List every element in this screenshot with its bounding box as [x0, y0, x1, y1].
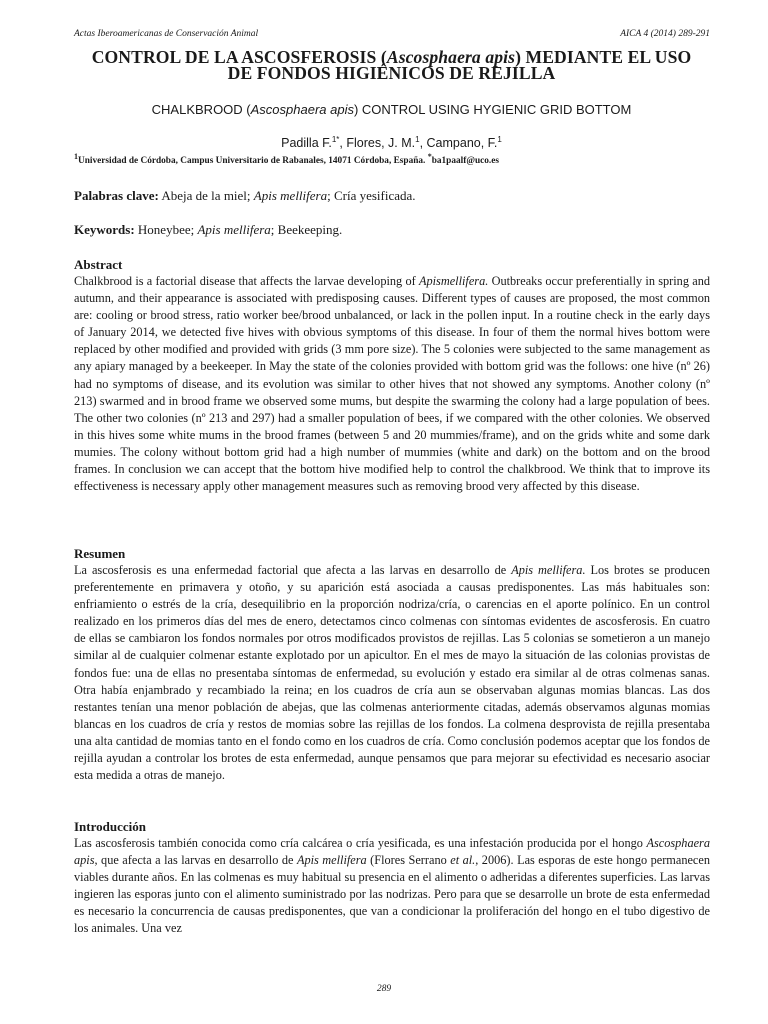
running-header [74, 29, 710, 39]
resumen-body: La ascosferosis es una enfermedad factorial que afecta a las larvas en desarrollo de Apis mellifera. Los brotes se producen preferentemente en primavera y otoño, y su aparición está asociada a causas predisponentes. Las más habituales son: enfriamiento o estrés de la cría, desequilibrio en la proporción nodriza/cría, o carencias en el aporte polínico. En un control realizado en los primeros días del mes de enero, detectamos cinco colmenas con síntomas evidentes de ascosferosis. En cuatro de ellas se cambiaron los fondos normales por otros modificados provistos de rejillas. Las 5 colonias se sometieron a un manejo similar al de cualquier colmenar estante explotado por un apicultor. En el mes de mayo la situación de las colonias provistas de fondos fue: una de ellas no presentaba síntomas de enfermedad, su evolución y estado era similar al de otras colmenas sanas. Otra había enjambrado y recambiado la reina; en los cuadros de cría aun se observaban algunas momias blancas. Las dos restantes tenían una menor población de abejas, que las colmenas anteriormente citadas, además observamos algunas momias blancas en los cuadros de cría y restos de momias sobre las rejillas de los fondos. La colmena desprovista de rejilla presentaba una alta cantidad de momias tanto en el fondo como en los cuadros de cría. Como conclusión podemos aceptar que los fondos de rejilla ayudan a controlar los brotes de esta enfermedad, aunque pensamos que para mejorar su efectividad es necesario asociar esta medida a otras de manejo. [74, 563, 710, 783]
subtitle-species: Ascosphaera apis [250, 102, 354, 117]
keywords-spanish: Palabras clave: Abeja de la miel; Apis mellifera; Cría yesificada. [74, 188, 416, 203]
keywords-label: Palabras clave: [74, 188, 159, 203]
title-species: Ascosphaera apis [386, 47, 516, 67]
paper-title: CONTROL DE LA ASCOSFEROSIS (Ascosphaera apis) MEDIANTE EL USO DE FONDOS HIGIÉNICOS DE REJILLA [91, 47, 692, 83]
introduction-section [74, 819, 710, 938]
abstract-body: Chalkbrood is a factorial disease that affects the larvae developing of Apismellifera. Outbreaks occur preferentially in spring and autumn, and their appearance is associated with predisposing causes. Different types of causes are proposed, the most common are: cooling or brood stress, ratio worker bee/brood unbalanced, or lack in the pollen input. In a routine check in the early days of January 2014, we detected five hives with obvious symptoms of this disease. In four of them the normal hives bottom were replaced by other modified and provided with grids (3 mm pore size). The 5 colonies were subjected to the same management as any apiary managed by a beekeeper. In May the state of the colonies provided with bottom grid was the follows: one hive (nº 26) had no symptoms of disease, and its evolution was similar to other hives that not showed any symptoms. Another colony (nº 213) swarmed and in brood frame we observed some mums, but despite the swarming the colony had a large population of bees. The other two colonies (nº 213 and 297) had a smaller population of bees, if we compared with the other colonies. We observed in this hives some white mums in the brood frames (between 5 and 20 mummies/frame), and on the grids white and some dark mumies. The colony without bottom grid had a high number of mummies (white and dark) on the bottom and on the brood frames. In conclusion we can accept that the bottom hive modified help to control the chalkbrood. We think that to improve its effectiveness is necessary apply other management measures such as removing brood very affected by this disease. [74, 274, 710, 494]
author-name: , Campano, F. [419, 136, 498, 150]
author-name: , Flores, J. M. [339, 136, 416, 150]
page-number: 289 [376, 984, 392, 994]
keywords-label: Keywords: [74, 222, 135, 237]
section-heading: Abstract [74, 257, 123, 272]
author-list: Padilla F.$^{1*}$, Flores, J. M.$^1$, Campano, F.$^1$ [281, 134, 502, 150]
paper-subtitle: CHALKBROOD (Ascosphaera apis) CONTROL USING HYGIENIC GRID BOTTOM [151, 102, 632, 117]
keywords-english: Keywords: Honeybee; Apis mellifera; Beekeeping. [74, 222, 343, 237]
author-name: Padilla F. [281, 136, 332, 150]
journal-citation: AICA 4 (2014) 289-291 [620, 29, 710, 39]
introduction-body: Las ascosferosis también conocida como cría calcárea o cría yesificada, es una infestación producida por el hongo Ascosphaera apis, que afecta a las larvas en desarrollo de Apis mellifera (Flores Serrano et al., 2006). Las esporas de este hongo permanecen viables durante años. En las colmenas es muy habitual su presencia en el alimento o adheridas a diferentes superficies. Las larvas ingieren las esporas junto con el alimento suministrado por las nodrizas. Pero para que se desarrolle un brote de esta enfermedad es necesario la concurrencia de causas predisponentes, que van a condicionar la proliferación del hongo en el tubo digestivo de los animales. Una vez [74, 836, 710, 936]
journal-name: Actas Iberoamericanas de Conservación Animal [74, 29, 259, 39]
abstract-section [74, 257, 710, 495]
resumen-section [74, 546, 710, 784]
section-heading: Introducción [74, 819, 146, 834]
affiliation: $^1$Universidad de Córdoba, Campus Universitario de Rabanales, 14071 Córdoba, España. *ba1paalf@uco.es [74, 151, 499, 166]
section-heading: Resumen [74, 546, 126, 561]
author-email: ba1paalf@uco.es [431, 156, 499, 166]
